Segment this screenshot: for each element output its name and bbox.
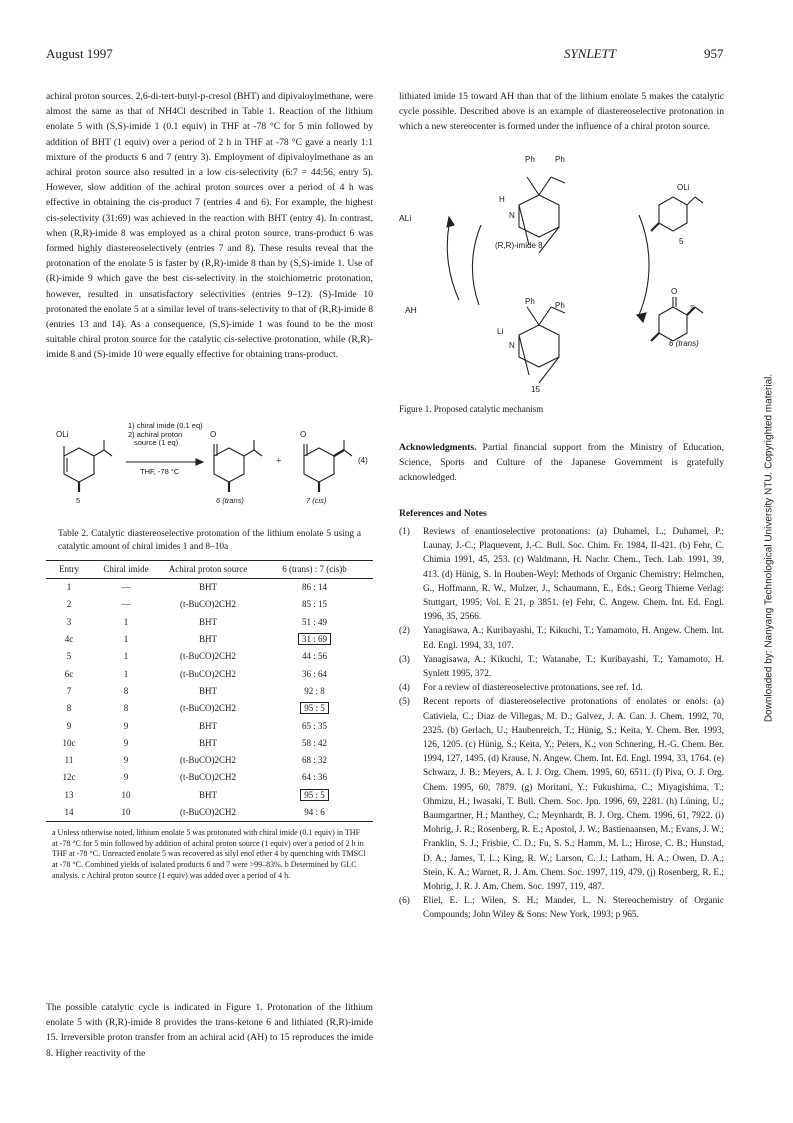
cell-ratio xyxy=(256,631,373,648)
header-journal: SYNLETT xyxy=(564,46,617,61)
cell-entry-text: 7 xyxy=(66,685,72,696)
cell-achiral-source-text: BHT xyxy=(199,634,217,645)
reference-item xyxy=(399,525,724,624)
right-column xyxy=(399,89,724,135)
reference-item xyxy=(399,695,724,894)
header-page-number: 957 xyxy=(704,46,724,61)
reference-number: (4) xyxy=(399,683,410,694)
fig-imide-8-label: (R,R)-imide 8 xyxy=(495,241,543,250)
fig-s-label: S xyxy=(690,305,695,312)
reference-item xyxy=(399,624,724,652)
cell-chiral-imide xyxy=(92,804,160,822)
cell-achiral-source-text: (t-BuCO)2CH2 xyxy=(180,755,236,766)
references-section xyxy=(399,508,724,923)
table-row xyxy=(46,614,373,631)
side-watermark xyxy=(762,373,776,723)
cell-achiral-source-text: (t-BuCO)2CH2 xyxy=(180,772,236,783)
cell-ratio-text: 36 : 64 xyxy=(301,668,327,679)
cell-chiral-imide-text: 8 xyxy=(123,685,129,696)
cell-ratio xyxy=(256,752,373,769)
cell-ratio xyxy=(256,769,373,786)
references-title: References and Notes xyxy=(399,508,487,519)
fig-ph-label-4: Ph xyxy=(555,301,565,310)
scheme-o-label-6: O xyxy=(210,430,217,439)
reference-number: (6) xyxy=(399,896,410,907)
cell-chiral-imide-text: 9 xyxy=(123,772,129,783)
cell-entry-text: 9 xyxy=(66,720,72,731)
cell-achiral-source xyxy=(160,614,256,631)
cell-achiral-source-text: BHT xyxy=(199,720,217,731)
table-footnote: a Unless otherwise noted, lithium enolate 5 was protonated with chiral imide (0.1 equiv) in THF at -78 °C for 5 min followed by addition of achiral proton source (1 equiv) over a period of 2 h in THF at -78 °C. Unreacted enolate 5 was recovered as silyl enol ether 4 by quenching with TMSCl at -78 °C. Combined yields of isolated products 6 and 7 were >99–83%. b Determined by GLC analysis. c Achiral proton source (1 equiv) was added over a period of 4 h. xyxy=(52,828,366,880)
col-header-achiral-source: Achiral proton source xyxy=(160,561,256,579)
cell-ratio-text: 51 : 49 xyxy=(301,616,327,627)
reference-text: Recent reports of diastereoselective protonations of enolates or enols: (a) Cativiela, C.; Diaz de Villegas, M. D.; Galvez, J. A. Can. J. Chem. 1992, 70, 2325. (b) Gerlach, U.; Haubenreich, T.; Hünig, S.; Keita, Y. Chem. Ber. 1993, 126, 1205. (c) Hünig, S.; Keita, Y.; Peters, K.; von Schnering, H.-G. Chem. Ber. 1994, 127, 1495. (d) Krause, N. Angew. Chem. Int. Ed. Engl. 1994, 33, 1764. (e) Schwarz, J. B.; Meyers, A. I. J. Org. Chem. 1995, 60, 6511. (f) Piva, O. J. Org. Chem. 1995, 60, 7879. (g) Moritani, Y.; Fukushima, C.; Miyagishima, T.; Ohmizu, H.; Iwasaki, T. Bull. Chem. Soc. Jpn. 1996, 69, 2281. (h) Lüning, U.; Baumgartner, H.; Manthey, C.; Meynhardt, B. J. Org. Chem. 1996, 61, 7922. (i) Mohrig, J. R.; Rosenberg, R. E.; Apostol, J. W.; Bastienaansen, M.; Evans, J. W.; Franklin, S. J.; Frisbie, C. D.; Fu, S. S.; Hamm, M. L.; Hirose, C. B.; Hunstad, D. A.; James, T. L.; King, R. W.; Larson, C. J.; Latham, H. A.; Owen, D. A.; Stein, K. A.; Warnet, R. J. Am. Chem. Soc. 1997, 119, 479. (j) Rosenberg, R. E.; Mohrig, J. R. J. Am. Chem. Soc. 1997, 119, 487. xyxy=(423,697,724,893)
cell-ratio xyxy=(256,683,373,700)
cell-ratio xyxy=(256,614,373,631)
cell-entry-text: 10c xyxy=(62,737,76,748)
scheme-o-label-7: O xyxy=(300,430,307,439)
cell-achiral-source xyxy=(160,648,256,665)
cell-achiral-source-text: (t-BuCO)2CH2 xyxy=(180,807,236,817)
cell-achiral-source xyxy=(160,665,256,682)
cell-entry-text: 3 xyxy=(66,616,72,627)
reference-number: (2) xyxy=(399,626,410,637)
fig-imide-15-label: 15 xyxy=(531,385,540,394)
cell-chiral-imide-text: — xyxy=(121,582,131,593)
cell-entry-text: 1 xyxy=(66,582,72,593)
table-caption: Table 2. Catalytic diastereoselective protonation of the lithium enolate 5 using a catalytic amount of chiral imides 1 and 8–10a xyxy=(58,529,361,552)
cell-achiral-source xyxy=(160,683,256,700)
table-row xyxy=(46,769,373,786)
cell-achiral-source-text: (t-BuCO)2CH2 xyxy=(180,651,236,662)
reference-text: Eliel, E. L.; Wilen, S. H.; Mander, L. N. Stereochemistry of Organic Compounds; John Wiley & Sons: New York, 1993; p 965. xyxy=(423,896,724,921)
cell-entry xyxy=(46,596,92,613)
left-paragraph-2: The possible catalytic cycle is indicated in Figure 1. Protonation of the lithium enolate 5 with (R,R)-imide 8 provides the trans-ketone 6 and lithiated (R,R)-imide 15. Irreversible proton transfer from an achiral acid (AH) to 15 reproduces the imide 8. Higher reactivity of the xyxy=(46,1002,373,1059)
reference-text: Yanagisawa, A.; Kikuchi, T.; Watanabe, T.; Kuribayashi, T.; Yamamoto, H. Synlett 1995, 372. xyxy=(423,654,724,680)
cell-ratio-text: 85 : 15 xyxy=(301,599,327,610)
cell-ratio xyxy=(256,648,373,665)
col-header-ratio: 6 (trans) : 7 (cis)b xyxy=(256,561,373,579)
cell-achiral-source xyxy=(160,717,256,734)
left-column xyxy=(46,89,373,363)
fig-ph-label-2: Ph xyxy=(555,155,565,164)
cell-chiral-imide xyxy=(92,631,160,648)
cell-achiral-source-text: (t-BuCO)2CH2 xyxy=(180,668,236,679)
acknowledgments xyxy=(399,440,724,486)
cell-ratio-text: 64 : 36 xyxy=(301,772,327,783)
fig-ah-label: AH xyxy=(405,305,417,315)
fig-ph-label-1: Ph xyxy=(525,155,535,164)
table-row xyxy=(46,752,373,769)
cell-ratio-text: 65 : 35 xyxy=(301,720,327,731)
cell-achiral-source-text: BHT xyxy=(199,616,217,627)
col-header-chiral-imide: Chiral imide xyxy=(92,561,160,579)
cell-entry xyxy=(46,614,92,631)
cell-achiral-source-text: BHT xyxy=(199,582,217,593)
fig-n-label-15: N xyxy=(509,341,515,350)
cell-chiral-imide-text: 1 xyxy=(123,651,129,662)
cell-chiral-imide-text: 9 xyxy=(123,755,129,766)
cell-entry xyxy=(46,752,92,769)
cell-achiral-source xyxy=(160,752,256,769)
reaction-scheme xyxy=(46,422,373,508)
cell-achiral-source-text: BHT xyxy=(199,685,217,696)
reference-number: (1) xyxy=(399,527,410,537)
left-paragraph-2-container xyxy=(46,1000,373,1061)
cell-achiral-source xyxy=(160,735,256,752)
cell-achiral-source-text: BHT xyxy=(199,789,217,800)
cell-chiral-imide-text: — xyxy=(121,599,131,610)
cell-entry-text: 4c xyxy=(64,634,74,645)
acknowledgments-title: Acknowledgments. xyxy=(399,442,477,453)
table-row xyxy=(46,665,373,682)
cell-ratio-text: 92 : 8 xyxy=(304,685,325,696)
cell-entry xyxy=(46,683,92,700)
equation-number: (4) xyxy=(358,456,368,465)
scheme-oli-label: OLi xyxy=(56,430,69,439)
col-header-entry: Entry xyxy=(46,561,92,579)
cell-chiral-imide-text: 10 xyxy=(121,807,131,817)
cell-ratio xyxy=(256,717,373,734)
left-paragraph-1: achiral proton sources. 2,6-di-tert-butyl-p-cresol (BHT) and dipivaloylmethane, were almost the same as that of NH4Cl described in Table 1. Reaction of the lithium enolate 5 with (S,S)-imide 1 (0.1 equiv) in THF at -78 °C for 5 min followed by addition of BHT (1 equiv) over a period of 2 h in THF at -78 °C gave a nearly 1:1 mixture of the products 6 and 7 (entry 3). Employment of dipivaloylmethane as an achiral proton source also resulted in a low cis-selectivity (6:7 = 44:56, entry 5). However, slow addition of the achiral proton sources over a period of 4 h was effective in obtaining the cis-product 7 (entries 4 and 6). For example, the highest cis-selectivity (31:69) was achieved in the reaction with BHT (entry 4). In contrast, when (R,R)-imide 8 was employed as a chiral proton source, trans-product 6 was formed highly diastereoselectively (entries 7 and 8). These results reveal that the protonation of the enolate 5 is faster by (R,R)-imide 8 than by (S,S)-imide 1. Use of (R)-imide 9 which gave the best cis-selectivity in the stoichiometric protonation, however, resulted in unsatisfactory selectivities (entries 9–12). (S)-Imide 10 protonated the enolate 5 at a similar level of trans-selectivity to that of (R,R)-imide 8 (entries 13 and 14). As a consequence, (S,S)-imide 1 was found to be the most suitable chiral proton source for the catalytic cis-selective protonation, while (R,R)-imide 8 and (S)-imide 10 were equally effective for obtaining trans-product. xyxy=(46,91,373,361)
cell-achiral-source xyxy=(160,579,256,597)
cell-entry xyxy=(46,579,92,597)
table-row xyxy=(46,648,373,665)
references-list xyxy=(399,525,724,923)
cell-ratio-text: 44 : 56 xyxy=(301,651,327,662)
cell-ratio xyxy=(256,700,373,717)
cell-chiral-imide xyxy=(92,752,160,769)
cell-chiral-imide-text: 1 xyxy=(123,616,129,627)
table-2 xyxy=(46,528,373,881)
header-date: August 1997 xyxy=(46,46,113,61)
cell-chiral-imide xyxy=(92,700,160,717)
cell-ratio-text: 86 : 14 xyxy=(301,582,327,593)
cell-ratio-text: 58 : 42 xyxy=(301,737,327,748)
cell-ratio xyxy=(256,787,373,804)
table-row xyxy=(46,735,373,752)
scheme-solvent-temp: THF, -78 °C xyxy=(140,467,180,476)
cell-chiral-imide xyxy=(92,683,160,700)
fig-h-label: H xyxy=(499,195,505,204)
cell-chiral-imide xyxy=(92,665,160,682)
table-body xyxy=(46,579,373,822)
reference-text: Reviews of enantioselective protonations: (a) Duhamel, L.; Duhamel, P.; Launay, J.-C.; Plaquevent, J.-C. Bull. Soc. Chim. Fr. 1984, II-421. (b) Fehr, C. Chimia 1991, 45, 253. (c) Waldmann, H. Nachr. Chem., Tech. Lab. 1991, 39, 413. (d) Hünig, S. In Houben-Weyl: Methods of Organic Chemistry; Helmchen, G., Hoffmann, R. W., Mulzer, J., Schaumann, E., Eds.; Georg Thieme Verlag: Stuttgart, 1995; Vol. E 21, p 3851. (e) Fehr, C. Angew. Chem. Int. Ed. Engl. 1996, 35, 2566. xyxy=(423,527,724,623)
cell-chiral-imide-text: 1 xyxy=(123,634,129,645)
reference-item xyxy=(399,894,724,922)
cell-entry-text: 8 xyxy=(66,703,72,714)
fig-o-label-6: O xyxy=(671,287,678,296)
table-2-grid xyxy=(46,560,373,822)
reference-number: (5) xyxy=(399,697,410,708)
table-row xyxy=(46,579,373,597)
cell-achiral-source xyxy=(160,596,256,613)
fig-ali-label: ALi xyxy=(399,213,412,223)
cell-entry-text: 13 xyxy=(64,789,74,800)
cell-entry-text: 5 xyxy=(66,651,72,662)
scheme-label-7: 7 (cis) xyxy=(306,496,327,505)
fig-ph-label-3: Ph xyxy=(525,297,535,306)
cell-chiral-imide-text: 8 xyxy=(123,703,129,714)
table-row xyxy=(46,717,373,734)
table-row xyxy=(46,787,373,804)
reference-text: Yanagisawa, A.; Kuribayashi, T.; Kikuchi, T.; Yamamoto, H. Angew. Chem. Int. Ed. Engl. 1994, 33, 107. xyxy=(423,626,724,651)
cell-ratio-text: 31 : 69 xyxy=(298,633,331,645)
cell-entry xyxy=(46,665,92,682)
cell-chiral-imide xyxy=(92,769,160,786)
cell-ratio xyxy=(256,804,373,822)
cell-ratio-text: 95 : 5 xyxy=(300,702,329,714)
reference-number: (3) xyxy=(399,654,410,665)
cell-achiral-source-text: (t-BuCO)2CH2 xyxy=(180,703,236,714)
cell-chiral-imide xyxy=(92,596,160,613)
cell-chiral-imide-text: 9 xyxy=(123,737,129,748)
cell-achiral-source xyxy=(160,804,256,822)
cell-ratio-text: 95 : 5 xyxy=(300,789,329,801)
cell-ratio xyxy=(256,579,373,597)
cell-entry-text: 11 xyxy=(64,755,74,766)
cell-entry xyxy=(46,787,92,804)
cell-ratio xyxy=(256,735,373,752)
cell-entry-text: 12c xyxy=(62,772,76,783)
cell-achiral-source xyxy=(160,787,256,804)
cell-ratio xyxy=(256,665,373,682)
cell-achiral-source-text: BHT xyxy=(199,737,217,748)
table-row xyxy=(46,804,373,822)
cell-chiral-imide xyxy=(92,735,160,752)
right-paragraph-1: lithiated imide 15 toward AH than that of the lithium enolate 5 makes the catalytic cycle possible. Described above is an example of diastereoselective protonation in which a new stereocenter is formed under the influence of a chiral proton source. xyxy=(399,91,724,133)
cell-ratio-text: 94 : 6 xyxy=(304,807,325,817)
cell-achiral-source xyxy=(160,769,256,786)
table-header-row xyxy=(46,561,373,579)
cell-entry xyxy=(46,735,92,752)
scheme-label-6: 6 (trans) xyxy=(216,496,244,505)
cell-ratio-text: 68 : 32 xyxy=(301,755,327,766)
cell-achiral-source-text: (t-BuCO)2CH2 xyxy=(180,599,236,610)
condition-line-1: 1) chiral imide (0.1 eq) xyxy=(128,421,203,430)
cell-chiral-imide xyxy=(92,614,160,631)
cell-chiral-imide xyxy=(92,717,160,734)
cell-entry xyxy=(46,700,92,717)
table-row xyxy=(46,700,373,717)
cell-chiral-imide-text: 1 xyxy=(123,668,129,679)
cell-ratio xyxy=(256,596,373,613)
scheme-label-5: 5 xyxy=(76,496,81,505)
scheme-plus: + xyxy=(276,456,282,467)
table-row xyxy=(46,631,373,648)
cell-entry xyxy=(46,631,92,648)
cell-achiral-source xyxy=(160,631,256,648)
fig-enolate-5-label: 5 xyxy=(679,237,684,246)
scheme-conditions xyxy=(128,422,203,448)
reference-text: For a review of diastereoselective protonations, see ref. 1d. xyxy=(423,683,643,694)
fig-n-label-8: N xyxy=(509,211,515,220)
fig-li-label: Li xyxy=(497,327,504,336)
table-row xyxy=(46,683,373,700)
cell-entry xyxy=(46,769,92,786)
cell-entry-text: 2 xyxy=(66,599,72,610)
cell-entry xyxy=(46,804,92,822)
condition-line-3: source (1 eq) xyxy=(134,438,179,448)
cell-entry xyxy=(46,717,92,734)
reference-item xyxy=(399,653,724,681)
cell-chiral-imide-text: 9 xyxy=(123,720,129,731)
cell-entry-text: 14 xyxy=(64,807,74,817)
acknowledgments-text: Partial financial support from the Ministry of Education, Science, Sports and Culture of the Japanese Government is gratefully acknowledged. xyxy=(399,442,724,484)
cell-entry xyxy=(46,648,92,665)
reference-item xyxy=(399,681,724,695)
table-row xyxy=(46,596,373,613)
side-watermark-text: Downloaded by: Nanyang Technological University NTU. Copyrighted material. xyxy=(763,373,775,723)
cell-entry-text: 6c xyxy=(64,668,74,679)
fig-oli-label: OLi xyxy=(677,183,690,192)
figure-caption: Figure 1. Proposed catalytic mechanism xyxy=(399,404,544,414)
cell-chiral-imide xyxy=(92,579,160,597)
fig-product-6-label: 6 (trans) xyxy=(669,339,699,348)
cell-chiral-imide-text: 10 xyxy=(121,789,131,800)
figure-1 xyxy=(399,155,724,415)
cell-achiral-source xyxy=(160,700,256,717)
cell-chiral-imide xyxy=(92,787,160,804)
cell-chiral-imide xyxy=(92,648,160,665)
condition-line-2: 2) achiral proton xyxy=(128,429,183,439)
catalytic-cycle-drawing xyxy=(399,155,724,415)
